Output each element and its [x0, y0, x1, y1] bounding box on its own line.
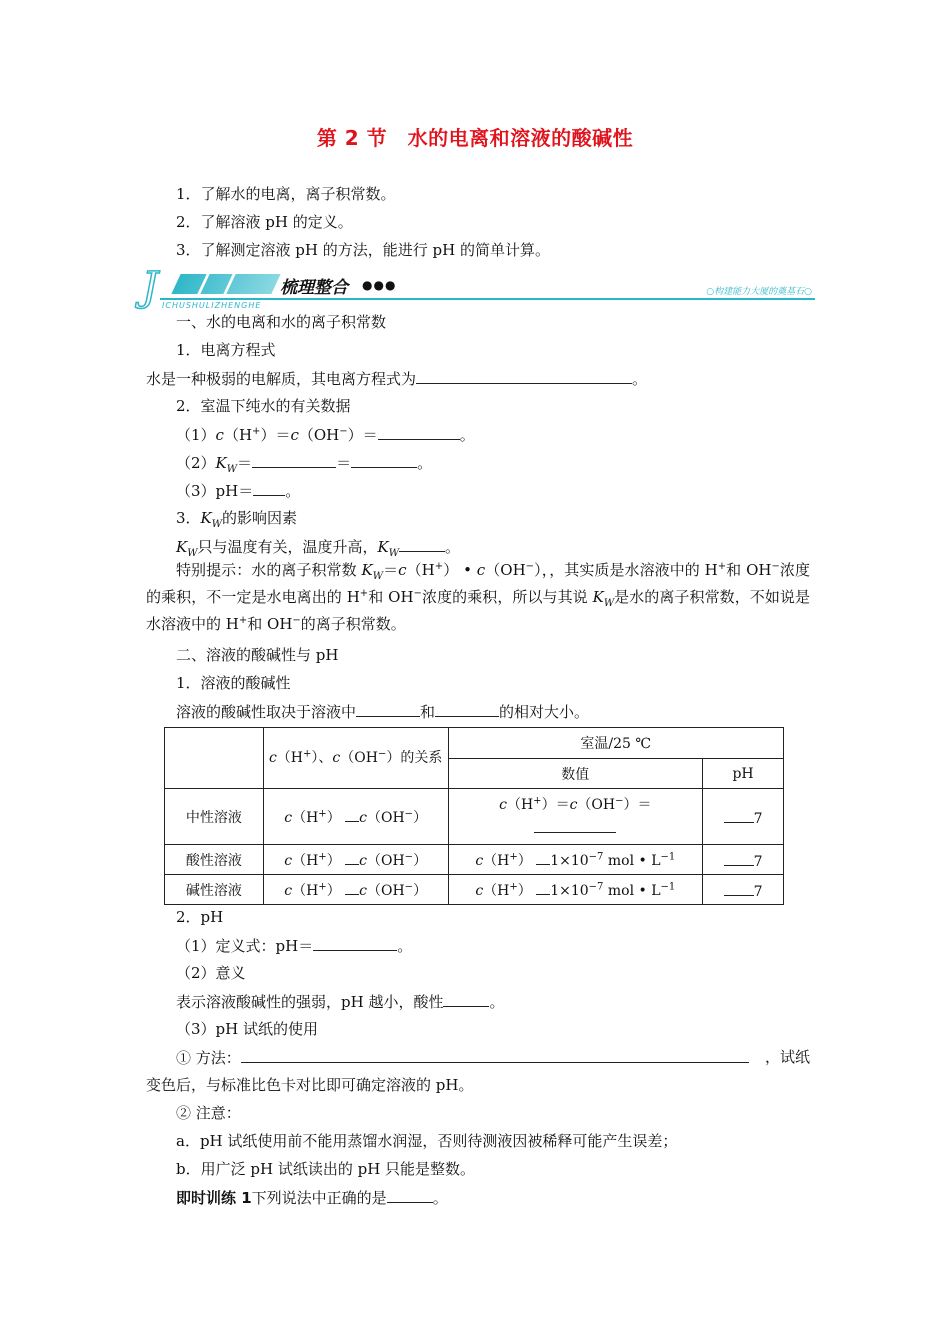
acidic-ph: 7 — [703, 845, 784, 875]
s2-h2: 2．pH — [176, 908, 224, 926]
s1-kw-temp: $K_W$只与温度有关，温度升高，$K_W$ 。 — [176, 538, 461, 559]
ph-paper-method-cont: 变色后，与标准比色卡对比即可确定溶液的 pH。 — [146, 1076, 474, 1094]
ph-definition: （1）定义式：pH＝ 。 — [176, 937, 413, 955]
banner-letter: J — [142, 264, 159, 310]
ph-meaning-heading: （2）意义 — [176, 964, 246, 982]
neutral-relation: c（H+） c（OH−） — [263, 789, 448, 845]
objective-3: 3．了解测定溶液 pH 的方法，能进行 pH 的简单计算。 — [176, 241, 550, 259]
s1-equation-line: 水是一种极弱的电解质，其电离方程式为 。 — [146, 370, 648, 388]
banner-title: 梳理整合 — [280, 278, 348, 298]
objective-1: 1．了解水的电离，离子积常数。 — [176, 185, 396, 203]
ph-paper-method: ① 方法： ，试纸 — [176, 1048, 810, 1067]
objective-2: 2．了解溶液 pH 的定义。 — [176, 213, 353, 231]
note-a: a．pH 试纸使用前不能用蒸馏水润湿，否则待测液因被稀释可能产生误差； — [176, 1132, 678, 1150]
acidic-value: c（H+） $1\times 10^{-7}$ mol • $L^{-1}$ — [448, 845, 703, 875]
s1-h1: 1．电离方程式 — [176, 341, 276, 359]
s2-h1: 1．溶液的酸碱性 — [176, 674, 291, 692]
section-banner — [140, 264, 816, 310]
special-tip: 特别提示：水的离子积常数 $K_W=c(H^+)$ • c（OH−），，其实质是水溶液中的 H+和 OH−浓度的乘积，不一定是水电离出的 H+和 OH−浓度的乘积，所以与其说 $K_W$是水的离子积常数，不如说是水溶液中的 H+和 OH−的离子积常数。 — [146, 561, 810, 633]
ph-paper-heading: （3）pH 试纸的使用 — [176, 1020, 318, 1038]
table-header-room-temp: 室温/25 ℃ — [448, 728, 784, 759]
acidity-table — [164, 727, 784, 905]
s1-h2: 2．室温下纯水的有关数据 — [176, 397, 351, 415]
banner-slogan: ○构建能力大厦的奠基石○ — [706, 287, 812, 297]
instant-training: 即时训练 1下列说法中正确的是 。 — [176, 1189, 448, 1207]
ph-paper-note-heading: ② 注意： — [176, 1104, 241, 1122]
neutral-ph: 7 — [703, 789, 784, 845]
section-1-heading: 一、水的电离和水的离子积常数 — [176, 313, 387, 331]
banner-pinyin: ICHUSHULIZHENGHE — [162, 301, 262, 310]
basic-relation: c（H+） c（OH−） — [263, 875, 448, 905]
basic-value: c（H+） $1\times 10^{-7}$ mol • $L^{-1}$ — [448, 875, 703, 905]
page-title: 第 2 节 水的电离和溶液的酸碱性 — [316, 126, 634, 150]
row-label-basic: 碱性溶液 — [165, 875, 264, 905]
table-header-relation: c（H+）、c（OH−）的关系 — [263, 728, 448, 789]
neutral-value: c（H+）＝c（OH−）＝ — [448, 789, 703, 845]
acidic-relation: c（H+） c（OH−） — [263, 845, 448, 875]
table-header-ph: pH — [703, 759, 784, 789]
row-label-acidic: 酸性溶液 — [165, 845, 264, 875]
ph-meaning-text: 表示溶液酸碱性的强弱，pH 越小，酸性 。 — [176, 993, 505, 1011]
banner-underline — [160, 298, 815, 300]
s1-h3: 3．$K_W$的影响因素 — [176, 509, 298, 530]
s1-item-3: （3）pH＝ 。 — [176, 482, 301, 500]
s1-item-1: （1）c（H+）＝c（OH−）＝ 。 — [176, 426, 475, 444]
s1-item-2: $(2)K_W=$ ＝ 。 — [176, 454, 433, 475]
section-2-heading: 二、溶液的酸碱性与 pH — [176, 646, 339, 664]
banner-dots: ●●● — [362, 278, 397, 292]
blank — [416, 368, 632, 384]
row-label-neutral: 中性溶液 — [165, 789, 264, 845]
basic-ph: 7 — [703, 875, 784, 905]
table-header-value: 数值 — [448, 759, 703, 789]
table-header-blank — [165, 728, 264, 789]
s2-acidity-line: 溶液的酸碱性取决于溶液中 和 的相对大小。 — [176, 703, 590, 721]
note-b: b．用广泛 pH 试纸读出的 pH 只能是整数。 — [176, 1160, 476, 1178]
